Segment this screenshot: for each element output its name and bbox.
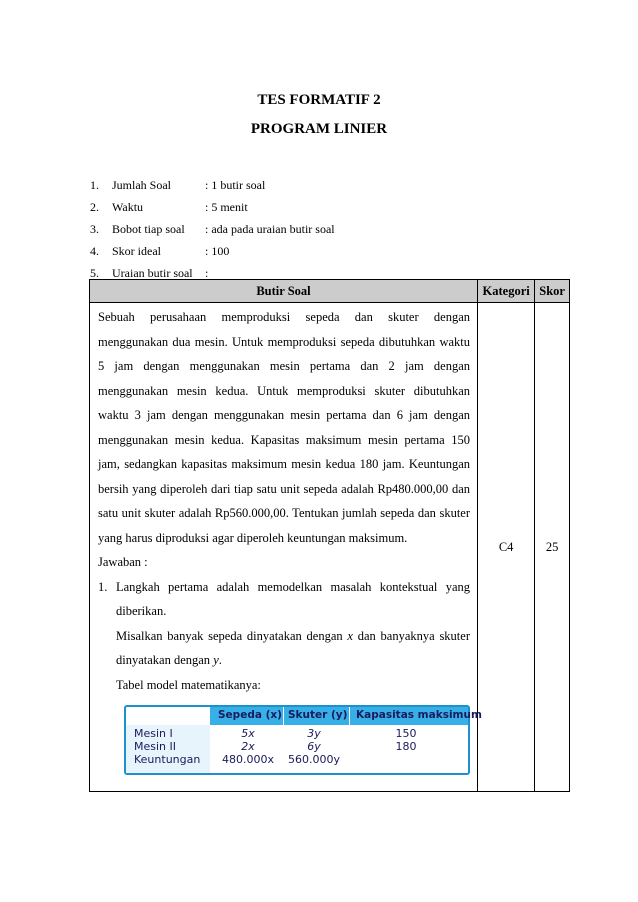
let-text-1: Misalkan banyak sepeda dinyatakan dengan	[116, 628, 348, 643]
variable-y: y	[213, 653, 219, 667]
info-label: Skor ideal	[112, 244, 161, 258]
model-cell: 3y	[307, 727, 321, 740]
answer-label: Jawaban :	[98, 555, 148, 569]
question-text: Sebuah perusahaan memproduksi sepeda dan skuter dengan menggunakan dua mesin. Untuk memproduksi sepeda dibutuhkan waktu 5 jam dengan menggunakan mesin pertama dan 2 jam dengan menggunakan mesin kedua. Untuk memproduksi skuter dibutuhkan waktu 3 jam dengan menggunakan mesin pertama dan 6 jam dengan menggunakan mesin kedua. Kapasitas maksimum mesin pertama 150 jam, sedangkan kapasitas maksimum mesin kedua 180 jam. Keuntungan bersih yang diperoleh dari tiap satu unit sepeda adalah Rp480.000,00 dan satu unit skuter adalah Rp560.000,00. Tentukan jumlah sepeda dan skuter yang harus diproduksi agar diperoleh keuntungan maksimum.	[98, 310, 470, 545]
model-cell: 560.000y	[288, 753, 340, 766]
variable-x: x	[347, 628, 353, 643]
model-cell: 150	[395, 727, 417, 740]
variable-definition	[98, 624, 470, 673]
info-label: Uraian butir soal	[112, 266, 193, 280]
info-value: : ada pada uraian butir soal	[205, 222, 335, 236]
question-table-header	[90, 280, 570, 303]
skor-cell: 25	[535, 303, 570, 792]
info-number: 5.	[90, 266, 99, 280]
kategori-cell: C4	[478, 303, 535, 792]
step-number: 1.	[98, 579, 108, 594]
model-header-sepeda: Sepeda (x)	[218, 709, 282, 721]
page-subtitle: PROGRAM LINIER	[250, 121, 388, 137]
question-table	[89, 279, 570, 792]
model-row-label: Mesin II	[134, 740, 177, 753]
info-value: :	[205, 266, 209, 280]
model-header-skuter: Skuter (y)	[288, 709, 348, 721]
model-row-label: Keuntungan	[134, 753, 201, 766]
info-value: : 100	[205, 244, 230, 258]
info-number: 1.	[90, 178, 99, 192]
info-label: Jumlah Soal	[112, 178, 171, 192]
info-number: 3.	[90, 222, 99, 236]
header-skor: Skor	[535, 280, 570, 303]
question-row	[90, 303, 570, 792]
page-title: TES FORMATIF 2	[257, 92, 381, 108]
question-cell	[90, 303, 482, 792]
header-butir-soal: Butir Soal	[90, 280, 478, 303]
table-intro: Tabel model matematikanya:	[116, 677, 261, 692]
model-cell: 6y	[307, 740, 321, 753]
info-number: 2.	[90, 200, 99, 214]
model-header-divider	[283, 707, 284, 725]
step-text: Langkah pertama adalah memodelkan masalah kontekstual yang diberikan.	[116, 579, 470, 618]
model-cell: 180	[395, 740, 417, 753]
info-number: 4.	[90, 244, 99, 258]
header-kategori: Kategori	[478, 280, 535, 303]
model-header-kapasitas: Kapasitas maksimum	[356, 709, 482, 721]
answer-step	[98, 575, 470, 624]
model-cell: 480.000x	[222, 753, 274, 766]
model-row-label: Mesin I	[134, 727, 173, 740]
model-cell: 5x	[241, 727, 255, 740]
let-text-3: .	[218, 653, 222, 667]
math-model-table	[124, 705, 482, 775]
info-value: : 1 butir soal	[205, 178, 266, 192]
model-cell: 2x	[241, 740, 255, 753]
info-label: Bobot tiap soal	[112, 222, 185, 236]
let-text-2: dan banyaknya skuter dinyatakan dengan	[116, 628, 470, 667]
model-header-divider	[349, 707, 350, 725]
info-label: Waktu	[112, 200, 144, 214]
model-header	[210, 707, 482, 725]
info-value: : 5 menit	[205, 200, 248, 214]
